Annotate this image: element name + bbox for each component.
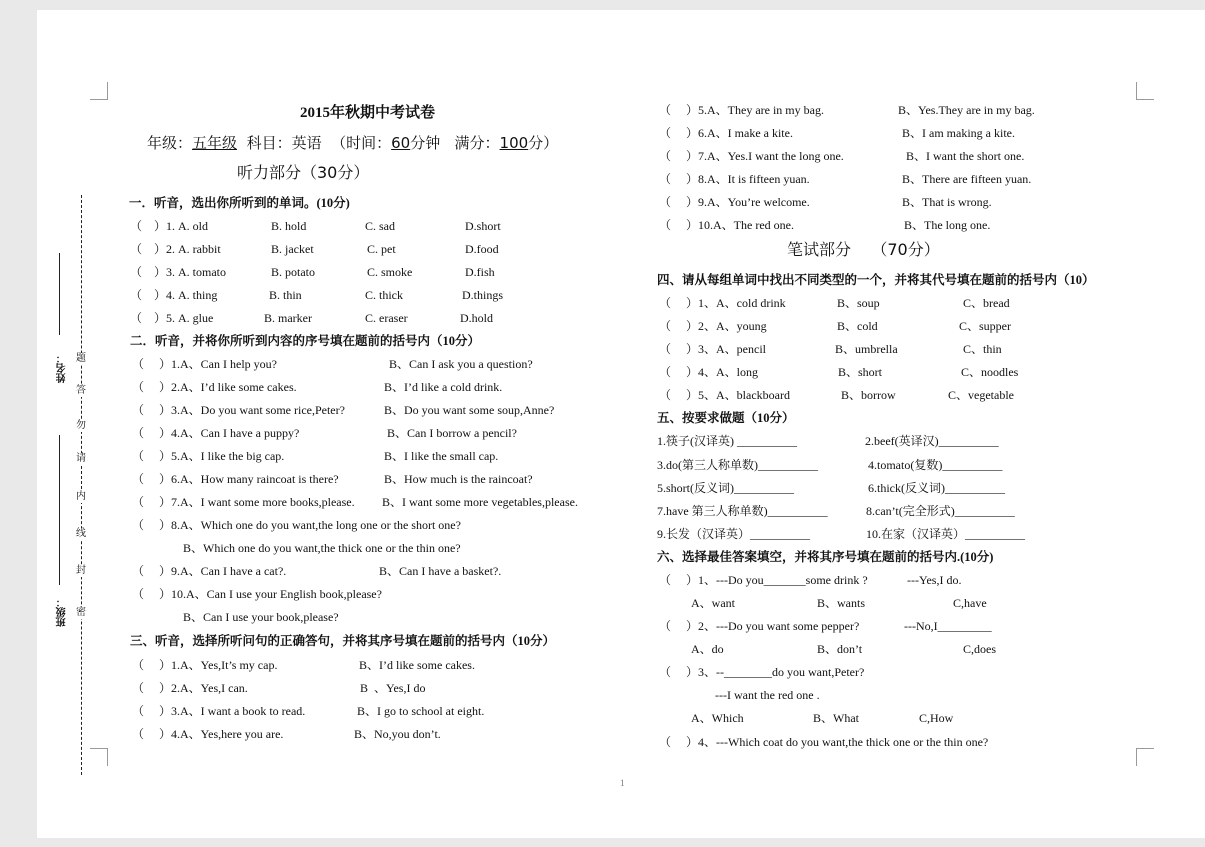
question-item: （ ）5.A、They are in my bag.: [659, 103, 824, 117]
option-c: C,How: [919, 711, 954, 725]
option-b: B、umbrella: [835, 342, 898, 356]
question-item: （ ）8.A、It is fifteen yuan.: [659, 172, 810, 186]
question-item: （ ）2、A、young: [659, 319, 767, 333]
option-b: B、wants: [817, 596, 866, 610]
page-number: 1: [620, 778, 625, 788]
part4-heading: 四、请从每组单词中找出不同类型的一个，并将其代号填在题前的括号内（10）: [657, 273, 1095, 287]
seal-char: 请: [76, 453, 86, 464]
question-item: （ ）3、--________do you want,Peter?: [659, 665, 865, 679]
question-item: （ ）9.A、Can I have a cat?.: [132, 564, 287, 578]
question-item: （ ）6.A、How many raincoat is there?: [132, 472, 339, 486]
option-d: D.short: [465, 219, 501, 233]
question-item[interactable]: 8.can’t(完全形式)__________: [866, 504, 1015, 518]
seal-char: 封: [76, 565, 86, 576]
option-c: C、thin: [963, 342, 1002, 356]
option-b: B、I am making a kite.: [902, 126, 1015, 140]
question-item: （ ）4.A、Yes,here you are.: [132, 727, 284, 741]
question-item: （ ）3.A、I want a book to read.: [132, 704, 306, 718]
option-b: B、That is wrong.: [902, 195, 992, 209]
part5-heading: 五、按要求做题（10分）: [657, 411, 795, 425]
question-item: （ ）3. A. tomato: [130, 265, 226, 279]
option-a: A、want: [691, 596, 735, 610]
option-c: C、bread: [963, 296, 1010, 310]
question-item: （ ）6.A、I make a kite.: [659, 126, 793, 140]
question-item: （ ）10.A、The red one.: [659, 218, 794, 232]
question-item: （ ）8.A、Which one do you want,the long one or the short one?: [132, 518, 461, 532]
seal-char: 题: [76, 353, 86, 364]
option-b: B、I like the small cap.: [384, 449, 499, 463]
crop-mark-top-left: [90, 82, 108, 100]
option-b: B. hold: [271, 219, 307, 233]
name-blank[interactable]: [59, 253, 60, 335]
question-item[interactable]: 4.tomato(复数)__________: [868, 458, 1003, 472]
question-item: （ ）1、A、cold drink: [659, 296, 786, 310]
option-b: B、Can I borrow a pencil?: [387, 426, 517, 440]
option-c: C. smoke: [367, 265, 413, 279]
question-item[interactable]: 5.short(反义词)__________: [657, 481, 794, 495]
option-b: B. potato: [271, 265, 315, 279]
question-item: （ ）2、---Do you want some pepper?: [659, 619, 860, 633]
question-item[interactable]: 2.beef(英译汉)__________: [865, 434, 999, 448]
class-blank[interactable]: [59, 435, 60, 585]
option-d: D.fish: [465, 265, 495, 279]
seal-char: 内: [76, 491, 86, 502]
listening-title: 听力部分（30分）: [237, 163, 370, 182]
question-item: （ ）5. A. glue: [130, 311, 214, 325]
seal-char: 密: [76, 607, 86, 618]
seal-char: 答: [76, 385, 86, 396]
question-item: （ ）3.A、Do you want some rice,Peter?: [132, 403, 345, 417]
option-b: B、I want some more vegetables,please.: [382, 495, 578, 509]
option-b: B、What: [813, 711, 859, 725]
option-b: B、I’d like a cold drink.: [384, 380, 503, 394]
option-c: C. eraser: [365, 311, 408, 325]
score-close: 分）: [528, 134, 559, 152]
option-b: B、No,you don’t.: [354, 727, 441, 741]
question-item: （ ）4. A. thing: [130, 288, 218, 302]
question-item: （ ）2.A、I’d like some cakes.: [132, 380, 297, 394]
option-c: C. thick: [365, 288, 403, 302]
binding-margin: [55, 195, 89, 777]
question-item: （ ）3、A、pencil: [659, 342, 766, 356]
option-b: B、Can I ask you a question?: [389, 357, 533, 371]
writing-title: 笔试部分 （70分）: [787, 240, 940, 259]
option-b: B、I go to school at eight.: [357, 704, 485, 718]
grade-label: 年级：: [147, 134, 193, 152]
question-item: （ ）1.A、Can I help you?: [132, 357, 277, 371]
option-b: B、I want the short one.: [906, 149, 1025, 163]
option-a: A、do: [691, 642, 724, 656]
subject-text: 科目：英语 （时间：: [246, 134, 392, 152]
question-item: （ ）5、A、blackboard: [659, 388, 790, 402]
question-item: （ ）2.A、Yes,I can.: [132, 681, 248, 695]
question-item: （ ）7.A、Yes.I want the long one.: [659, 149, 844, 163]
exam-title: 2015年秋期中考试卷: [300, 105, 436, 121]
question-item: （ ）9.A、You’re welcome.: [659, 195, 810, 209]
question-item[interactable]: 1.筷子(汉译英) __________: [657, 434, 797, 448]
exam-info-line: [147, 136, 558, 150]
seal-char: 勿: [76, 420, 86, 431]
grade-value: 五年级: [192, 134, 238, 152]
option-b: B、Which one do you want,the thick one or the thin one?: [183, 541, 461, 555]
part1-heading: 一．听音，选出你所听到的单词。(10分): [129, 196, 350, 210]
part6-heading: 六、选择最佳答案填空，并将其序号填在题前的括号内.(10分): [657, 550, 994, 564]
option-b: B、soup: [837, 296, 880, 310]
question-item[interactable]: 6.thick(反义词)__________: [868, 481, 1005, 495]
option-b: B、I’d like some cakes.: [359, 658, 475, 672]
question-item: （ ）7.A、I want some more books,please.: [132, 495, 355, 509]
option-d: D.food: [465, 242, 499, 256]
question-item: （ ）1. A. old: [130, 219, 209, 233]
question-item: （ ）4.A、Can I have a puppy?: [132, 426, 300, 440]
seal-dashed-line: [81, 195, 82, 775]
question-item[interactable]: 10.在家（汉译英）__________: [866, 527, 1026, 541]
option-b: B、short: [838, 365, 883, 379]
option-b: B. jacket: [271, 242, 314, 256]
name-label: 姓名：: [57, 353, 68, 383]
question-item[interactable]: 7.have 第三人称单数)__________: [657, 504, 828, 518]
question-line: ---I want the red one .: [715, 688, 820, 702]
class-label: 班级：: [57, 597, 68, 627]
option-c: C. pet: [367, 242, 396, 256]
crop-mark-bottom-left: [90, 748, 108, 766]
seal-char: 线: [76, 528, 86, 539]
option-b: B 、Yes,I do: [360, 681, 426, 695]
question-extra: ---No,I_________: [904, 619, 992, 633]
question-item: （ ）4、A、long: [659, 365, 759, 379]
option-c: C,have: [953, 596, 987, 610]
score-value: 100: [499, 134, 529, 152]
crop-mark-top-right: [1136, 82, 1154, 100]
option-b: B、Can I have a basket?.: [379, 564, 502, 578]
option-c: C、vegetable: [948, 388, 1014, 402]
option-c: C. sad: [365, 219, 395, 233]
option-b: B、borrow: [841, 388, 896, 402]
option-b: B、There are fifteen yuan.: [902, 172, 1032, 186]
exam-page: [37, 10, 1205, 838]
question-item[interactable]: 9.长发（汉译英）__________: [657, 527, 811, 541]
question-item: （ ）10.A、Can I use your English book,please?: [132, 587, 382, 601]
option-b: B、How much is the raincoat?: [384, 472, 533, 486]
part3-heading: 三、听音，选择所听问句的正确答句，并将其序号填在题前的括号内（10分）: [130, 634, 556, 648]
option-a: A、Which: [691, 711, 744, 725]
time-unit: 分钟 满分：: [410, 134, 500, 152]
question-extra: ---Yes,I do.: [907, 573, 962, 587]
option-b: B、Yes.They are in my bag.: [898, 103, 1035, 117]
question-item: （ ）2. A. rabbit: [130, 242, 221, 256]
question-item: （ ）1.A、Yes,It’s my cap.: [132, 658, 278, 672]
option-b: B、The long one.: [904, 218, 991, 232]
question-item: （ ）5.A、I like the big cap.: [132, 449, 285, 463]
option-b: B、cold: [837, 319, 878, 333]
option-b: B. thin: [269, 288, 302, 302]
time-value: 60: [391, 134, 411, 152]
option-c: C,does: [963, 642, 996, 656]
question-item: （ ）1、---Do you_______some drink ?: [659, 573, 868, 587]
option-d: D.hold: [460, 311, 493, 325]
option-b: B. marker: [264, 311, 312, 325]
crop-mark-bottom-right: [1136, 748, 1154, 766]
option-c: C、noodles: [961, 365, 1019, 379]
part2-heading: 二．听音，并将你所听到内容的序号填在题前的括号内（10分）: [130, 334, 481, 348]
question-item: （ ）4、---Which coat do you want,the thick one or the thin one?: [659, 735, 989, 749]
option-b: B、Can I use your book,please?: [183, 610, 339, 624]
option-b: B、Do you want some soup,Anne?: [384, 403, 555, 417]
option-d: D.things: [462, 288, 504, 302]
question-item[interactable]: 3.do(第三人称单数)__________: [657, 458, 818, 472]
option-b: B、don’t: [817, 642, 863, 656]
option-c: C、supper: [959, 319, 1011, 333]
